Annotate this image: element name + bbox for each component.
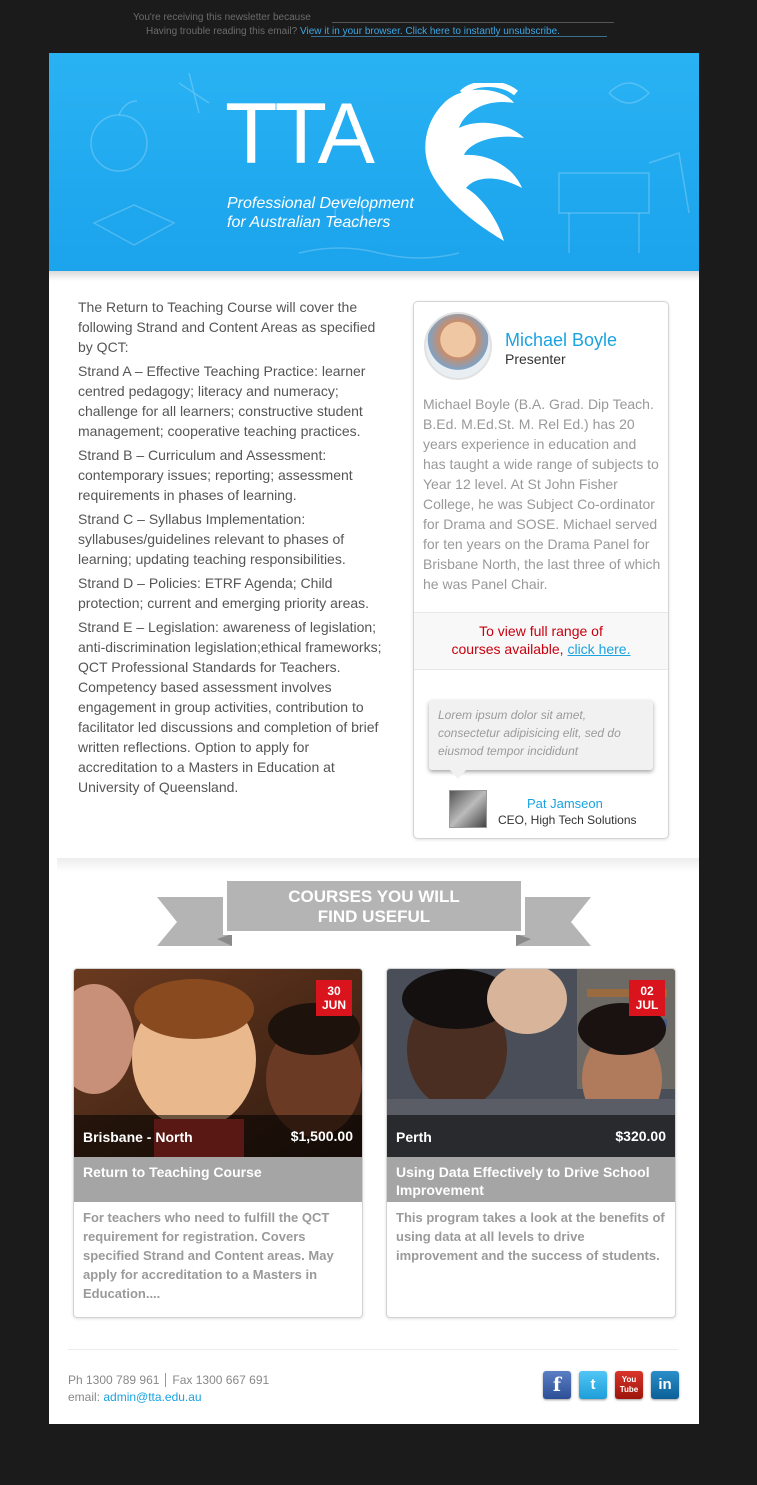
presenter-bio: Michael Boyle (B.A. Grad. Dip Teach. B.Ed. M.Ed.St. M. Rel Ed.) has 20 years experience in education and has taught a wide range of subjects to Year 12 level. At St John Fisher College, he was Subject Co-ordinator for Drama and SOSE. Michael served for ten years on the Drama Panel for Brisbane North, the last three of which he was Panel Chair.	[423, 396, 661, 592]
presenter-panel	[413, 301, 669, 839]
course-location: Perth	[396, 1129, 432, 1145]
course-card[interactable]	[386, 968, 676, 1318]
testimonial-bubble	[429, 700, 653, 770]
cta-line2	[414, 640, 668, 658]
course-location: Brisbane - North	[83, 1129, 193, 1145]
hero-banner	[49, 53, 699, 271]
footer-divider	[68, 1349, 678, 1350]
footer-fax: Fax 1300 667 691	[172, 1373, 270, 1387]
footer-email-link[interactable]: admin@tta.edu.au	[103, 1390, 202, 1404]
courses-click-here-link[interactable]: click here.	[567, 641, 631, 657]
footer-separator	[165, 1373, 166, 1387]
testimonial-role: CEO, High Tech Solutions	[498, 813, 637, 827]
youtube-icon[interactable]	[615, 1371, 643, 1399]
presenter-role: Presenter	[505, 351, 566, 367]
wing-logo-icon	[404, 83, 534, 243]
tagline-line2: for Australian Teachers	[227, 214, 391, 231]
testimonial-avatar	[449, 790, 487, 828]
courses-cta-text	[414, 622, 668, 658]
course-card[interactable]	[73, 968, 363, 1318]
testimonial-name: Pat Jamseon	[527, 796, 603, 811]
footer-email-label: email:	[68, 1390, 101, 1404]
course-title-bar	[387, 1157, 675, 1202]
section-title-line1: COURSES YOU WILL	[288, 887, 460, 906]
course-date-month: JUN	[321, 998, 346, 1012]
course-date-day: 30	[327, 984, 341, 998]
section-divider	[57, 858, 699, 872]
newsletter-card	[49, 53, 699, 1424]
preheader-link-underline	[311, 36, 607, 37]
testimonial-bubble-tail	[450, 770, 466, 779]
course-date-day: 02	[640, 984, 654, 998]
footer-phone: Ph 1300 789 961	[68, 1373, 160, 1387]
presenter-avatar	[424, 312, 492, 380]
preheader-trouble-text: Having trouble reading this email?	[146, 26, 298, 37]
tta-logo-text: TTA	[225, 86, 373, 182]
youtube-icon-bottom: Tube	[619, 1385, 639, 1394]
youtube-icon-top: You	[621, 1375, 637, 1384]
course-date-month: JUL	[635, 998, 659, 1012]
intro-paragraph: The Return to Teaching Course will cover the following Strand and Content Areas as specified by QCT:	[78, 299, 376, 355]
course-date-badge	[316, 980, 352, 1016]
course-intro	[78, 297, 388, 801]
testimonial-quote: Lorem ipsum dolor sit amet, consectetur adipisicing elit, sed do eiusmod tempor incididunt	[438, 708, 621, 758]
logo-tagline	[227, 194, 414, 232]
courses-cta-band	[414, 612, 668, 670]
unsubscribe-link[interactable]: Click here to instantly unsubscribe.	[405, 26, 560, 37]
section-title-line2: FIND USEFUL	[317, 907, 431, 926]
strand-d: Strand D – Policies: ETRF Agenda; Child protection; current and emerging priority areas.	[78, 575, 370, 611]
course-description: For teachers who need to fulfill the QCT requirement for registration. Covers specified Strand and Content areas. May apply for accreditation to a Masters in Education....	[83, 1210, 334, 1301]
tagline-line1: Professional Development	[227, 195, 414, 212]
course-date-badge	[629, 980, 665, 1016]
presenter-name: Michael Boyle	[505, 330, 618, 350]
cta-line1: To view full range of	[479, 623, 603, 639]
strand-c: Strand C – Syllabus Implementation: syllabuses/guidelines relevant to phases of learning; updating teaching responsibilities.	[78, 511, 346, 567]
footer-email-line	[68, 1390, 202, 1404]
course-description: This program takes a look at the benefits of using data at all levels to drive improvement and the success of students.	[396, 1210, 665, 1263]
linkedin-icon[interactable]: in	[651, 1371, 679, 1399]
course-price: $1,500.00	[290, 1128, 353, 1144]
strand-e: Strand E – Legislation: awareness of legislation; anti-discrimination legislation;ethical frameworks; QCT Professional Standards for Teachers. Competency based assessment involves engagement in group activities, contribution to facilitator led discussions and completion of brief written reflections. Option to apply for accreditation to a Masters in Education at University of Queensland.	[78, 619, 382, 795]
preheader-reason: You're receiving this newsletter because	[133, 12, 311, 23]
course-title[interactable]: Using Data Effectively to Drive School Improvement	[396, 1164, 650, 1198]
preheader-reason-blank	[332, 22, 614, 23]
strand-a: Strand A – Effective Teaching Practice: learner centred pedagogy; literacy and numeracy; challenge for all learners; constructive student management; cooperative teaching practices.	[78, 363, 366, 439]
cta-line2-text: courses available,	[451, 641, 564, 657]
footer-contact	[68, 1373, 269, 1387]
school-doodle-background	[49, 53, 699, 271]
facebook-icon[interactable]: f	[543, 1371, 571, 1399]
twitter-icon[interactable]: t	[579, 1371, 607, 1399]
course-title[interactable]: Return to Teaching Course	[83, 1164, 262, 1180]
courses-section-title	[227, 887, 521, 927]
course-title-bar	[74, 1157, 362, 1202]
hero-shadow	[49, 271, 699, 281]
strand-b: Strand B – Curriculum and Assessment: contemporary issues; reporting; assessment requirements in phases of learning.	[78, 447, 353, 503]
view-in-browser-link[interactable]: View it in your browser.	[299, 26, 403, 37]
course-price: $320.00	[615, 1128, 666, 1144]
